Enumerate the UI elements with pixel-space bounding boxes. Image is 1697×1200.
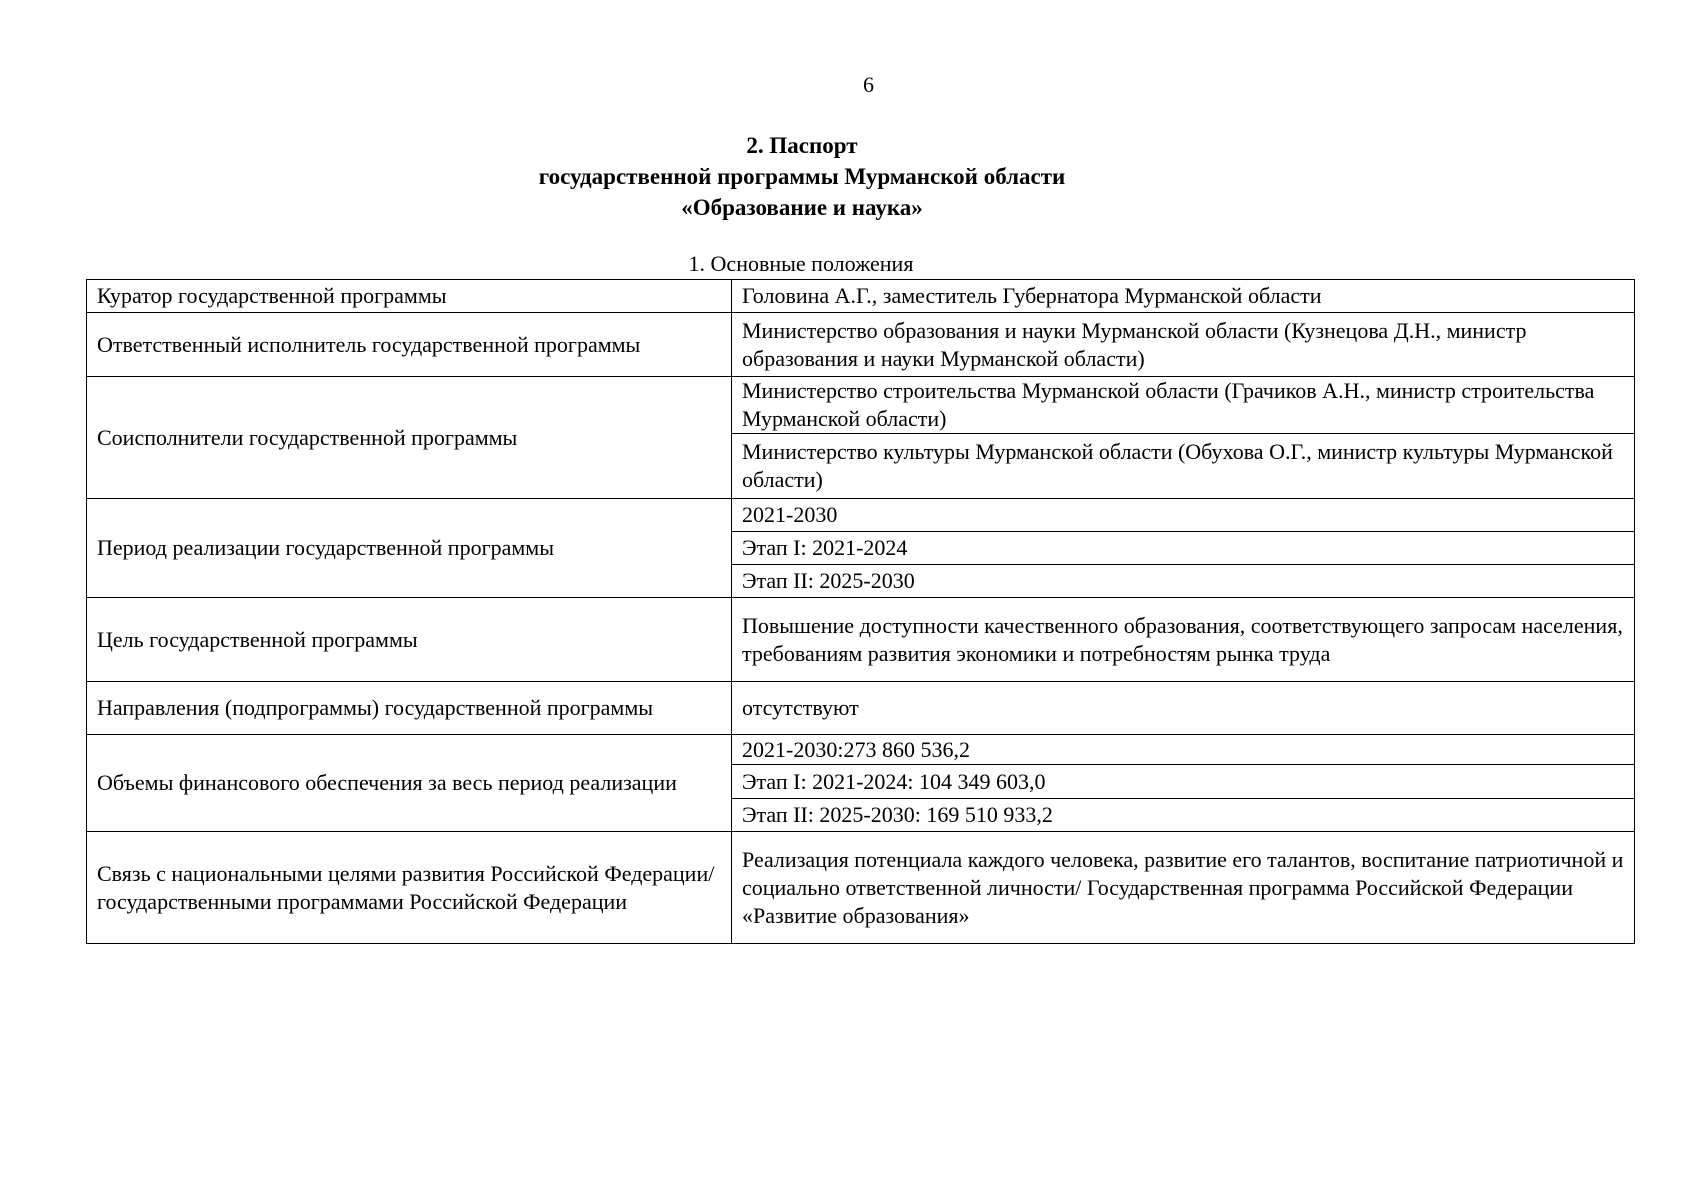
executor-value: Министерство образования и науки Мурманской области (Кузнецова Д.Н., министр образования и науки Мурманской области) xyxy=(732,313,1635,377)
title-line-3: «Образование и наука» xyxy=(681,195,923,220)
national-goals-label: Связь с национальными целями развития Российской Федерации/ государственными программами Российской Федерации xyxy=(87,832,732,944)
executor-label: Ответственный исполнитель государственной программы xyxy=(87,313,732,377)
table-row-curator xyxy=(87,280,1635,313)
page-number: 6 xyxy=(863,72,874,97)
table-row-directions xyxy=(87,682,1635,735)
document-title xyxy=(0,130,1604,223)
directions-value: отсутствуют xyxy=(732,682,1635,735)
title-line-2: государственной программы Мурманской области xyxy=(538,164,1066,189)
coexecutor-value-1: Министерство строительства Мурманской области (Грачиков А.Н., министр строительства Мурманской области) xyxy=(732,377,1635,434)
section-caption: 1. Основные положения xyxy=(688,251,914,276)
funding-value-2: Этап I: 2021-2024: 104 349 603,0 xyxy=(732,765,1635,799)
coexecutors-label: Соисполнители государственной программы xyxy=(87,377,732,499)
table-row-period xyxy=(87,499,1635,532)
table-row-national-goals xyxy=(87,832,1635,944)
national-goals-value: Реализация потенциала каждого человека, развитие его талантов, воспитание патриотичной и социально ответственной личности/ Государственная программа Российской Федерации «Развитие образования» xyxy=(732,832,1635,944)
title-line-1: 2. Паспорт xyxy=(746,133,858,158)
period-label: Период реализации государственной программы xyxy=(87,499,732,598)
funding-value-1: 2021-2030:273 860 536,2 xyxy=(732,735,1635,765)
directions-label: Направления (подпрограммы) государственной программы xyxy=(87,682,732,735)
funding-value-3: Этап II: 2025-2030: 169 510 933,2 xyxy=(732,799,1635,832)
goal-label: Цель государственной программы xyxy=(87,598,732,682)
period-value-1: 2021-2030 xyxy=(732,499,1635,532)
table-row-goal xyxy=(87,598,1635,682)
period-value-3: Этап II: 2025-2030 xyxy=(732,565,1635,598)
passport-table xyxy=(86,279,1635,944)
funding-label: Объемы финансового обеспечения за весь период реализации xyxy=(87,735,732,832)
curator-label: Куратор государственной программы xyxy=(87,280,732,313)
curator-value: Головина А.Г., заместитель Губернатора Мурманской области xyxy=(732,280,1635,313)
table-row-executor xyxy=(87,313,1635,377)
period-value-2: Этап I: 2021-2024 xyxy=(732,532,1635,565)
goal-value: Повышение доступности качественного образования, соответствующего запросам населения, требованиям развития экономики и потребностям рынка труда xyxy=(732,598,1635,682)
coexecutor-value-2: Министерство культуры Мурманской области (Обухова О.Г., министр культуры Мурманской области) xyxy=(732,434,1635,499)
table-row-funding xyxy=(87,735,1635,765)
table-row-coexecutors xyxy=(87,377,1635,434)
